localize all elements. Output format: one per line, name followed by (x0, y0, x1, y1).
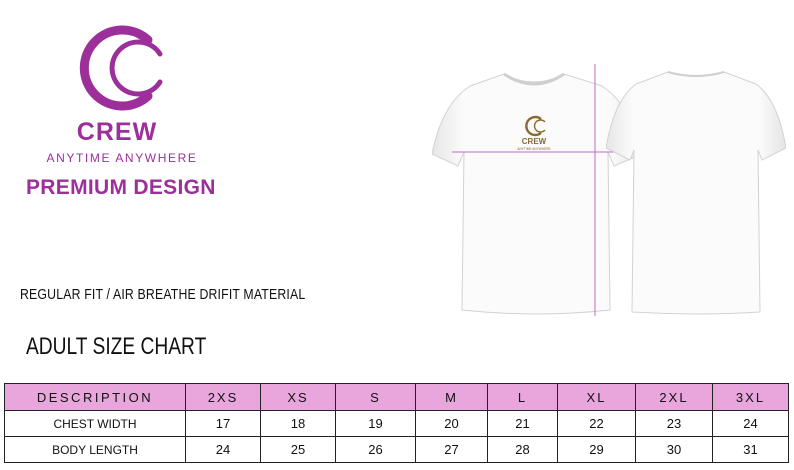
brand-tagline: ANYTIME ANYWHERE (46, 151, 198, 165)
brand-name: CREW (76, 118, 158, 146)
premium-design-heading: PREMIUM DESIGN (26, 176, 216, 199)
table-cell: 28 (488, 437, 558, 463)
row-label: CHEST WIDTH (5, 411, 186, 437)
table-cell: 30 (636, 437, 713, 463)
size-header-row (5, 384, 789, 411)
shirt-logo-tagline: ANYTIME ANYWHERE (517, 147, 551, 151)
size-chart-title: ADULT SIZE CHART (26, 333, 207, 360)
table-cell: 20 (416, 411, 488, 437)
size-header: S (336, 384, 416, 411)
shirt-back-image (606, 64, 786, 316)
description-header: DESCRIPTION (5, 384, 186, 411)
table-cell: 18 (261, 411, 336, 437)
table-cell: 24 (186, 437, 261, 463)
chest-width-row (5, 411, 789, 437)
table-cell: 17 (186, 411, 261, 437)
size-header: 3XL (713, 384, 789, 411)
size-chart-table (4, 383, 789, 463)
fit-description: REGULAR FIT / AIR BREATHE DRIFIT MATERIAL (20, 286, 306, 303)
size-header: XS (261, 384, 336, 411)
table-cell: 21 (488, 411, 558, 437)
shirt-logo-text: CREW (521, 137, 547, 146)
size-header: M (416, 384, 488, 411)
table-cell: 31 (713, 437, 789, 463)
body-length-row (5, 437, 789, 463)
table-cell: 22 (558, 411, 636, 437)
table-cell: 26 (336, 437, 416, 463)
table-cell: 24 (713, 411, 789, 437)
table-cell: 27 (416, 437, 488, 463)
table-cell: 19 (336, 411, 416, 437)
table-cell: 23 (636, 411, 713, 437)
table-cell: 29 (558, 437, 636, 463)
size-header: 2XS (186, 384, 261, 411)
size-header: L (488, 384, 558, 411)
size-header: 2XL (636, 384, 713, 411)
size-header: XL (558, 384, 636, 411)
table-cell: 25 (261, 437, 336, 463)
row-label: BODY LENGTH (5, 437, 186, 463)
crew-logo-icon (62, 18, 172, 118)
